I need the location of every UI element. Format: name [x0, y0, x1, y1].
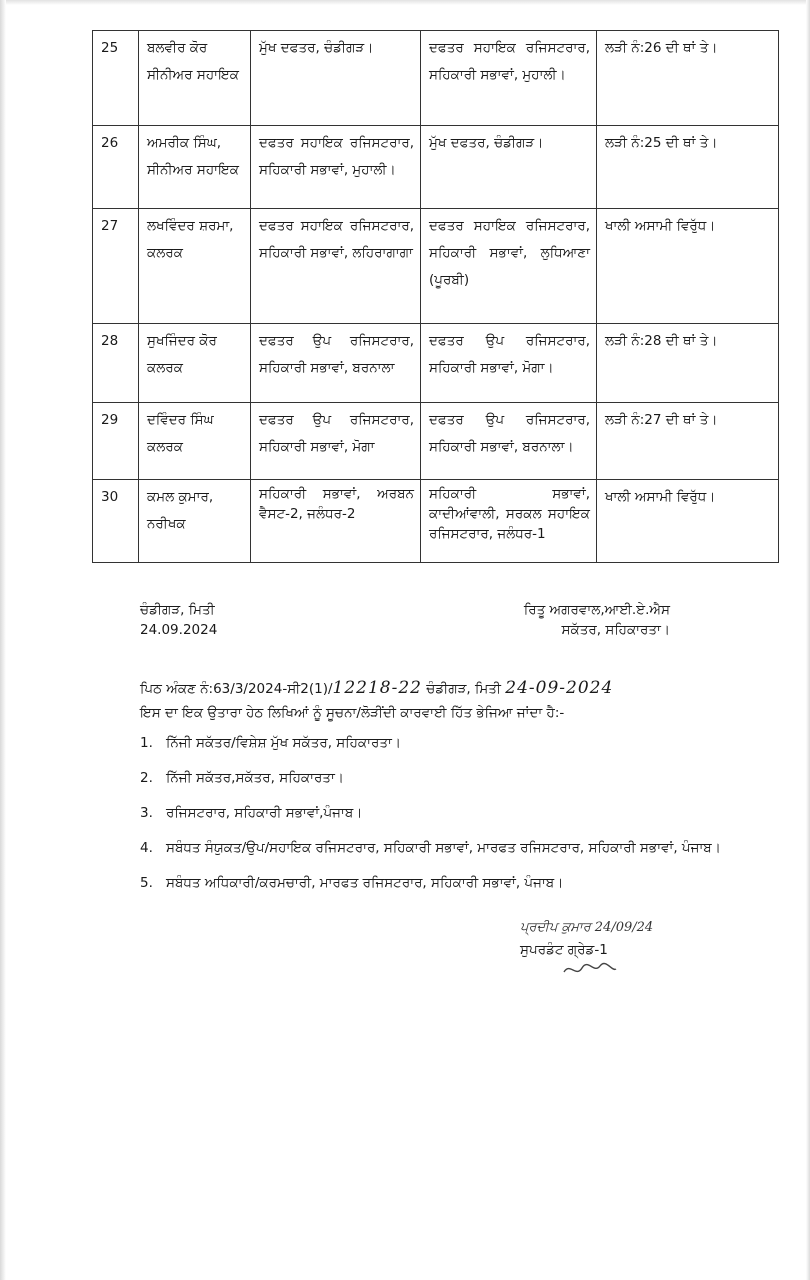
endorsement-instruction: ਇਸ ਦਾ ਇਕ ਉਤਾਰਾ ਹੇਠ ਲਿਖਿਆਂ ਨੂੰ ਸੂਚਨਾ/ਲੋੜੀਂਦੀ ਕਾਰਵਾਈ ਹਿੱਤ ਭੇਜਿਆ ਜਾਂਦਾ ਹੈ:-	[140, 705, 565, 721]
from-office: ਦਫਤਰ ਸਹਾਇਕ ਰਜਿਸਟਰਾਰ, ਸਹਿਕਾਰੀ ਸਭਾਵਾਂ, ਲਹਿਰਾਗਾਗਾ	[251, 209, 421, 324]
to-office: ਦਫਤਰ ਸਹਾਇਕ ਰਜਿਸਟਰਾਰ, ਸਹਿਕਾਰੀ ਸਭਾਵਾਂ, ਮੁਹਾਲੀ।	[421, 31, 597, 126]
page-edge	[0, 0, 6, 1280]
remarks: ਲੜੀ ਨੰ:27 ਦੀ ਥਾਂ ਤੇ।	[597, 403, 779, 480]
signature-block	[520, 920, 680, 980]
from-office: ਦਫਤਰ ਉਪ ਰਜਿਸਟਰਾਰ, ਸਹਿਕਾਰੀ ਸਭਾਵਾਂ, ਮੋਗਾ	[251, 403, 421, 480]
transfer-table	[92, 30, 779, 563]
endorsement-block	[140, 676, 780, 725]
list-item	[140, 870, 780, 896]
place-date-block	[140, 600, 217, 640]
serial-number: 30	[93, 480, 139, 563]
table-row	[93, 209, 779, 324]
list-item	[140, 800, 780, 826]
list-item	[140, 765, 780, 791]
endorsement-line	[140, 676, 780, 701]
serial-number: 28	[93, 324, 139, 403]
place-line: ਚੰਡੀਗੜ, ਮਿਤੀ	[140, 602, 215, 618]
remarks: ਲੜੀ ਨੰ:28 ਦੀ ਥਾਂ ਤੇ।	[597, 324, 779, 403]
item-number: 2.	[140, 770, 153, 786]
endorsement-prefix: ਪਿਠ ਅੰਕਣ ਨੰ:63/3/2024-ਸੀ2(1)/	[140, 681, 333, 697]
table-row	[93, 480, 779, 563]
list-item	[140, 835, 780, 861]
handwritten-date: 24-09-2024	[505, 678, 614, 698]
to-office: ਦਫਤਰ ਉਪ ਰਜਿਸਟਰਾਰ, ਸਹਿਕਾਰੀ ਸਭਾਵਾਂ, ਬਰਨਾਲਾ।	[421, 403, 597, 480]
endorsement-place: ਚੰਡੀਗੜ, ਮਿਤੀ	[426, 681, 501, 697]
from-office: ਮੁੱਖ ਦਫਤਰ, ਚੰਡੀਗੜ।	[251, 31, 421, 126]
employee-name: ਕਮਲ ਕੁਮਾਰ, ਨਰੀਖਕ	[139, 480, 251, 563]
issue-date: 24.09.2024	[140, 622, 218, 638]
employee-name: ਦਵਿੰਦਰ ਸਿੰਘ ਕਲਰਕ	[139, 403, 251, 480]
item-number: 5.	[140, 875, 153, 891]
remarks: ਲੜੀ ਨੰ:25 ਦੀ ਥਾਂ ਤੇ।	[597, 126, 779, 209]
item-number: 1.	[140, 735, 153, 751]
table-row	[93, 126, 779, 209]
from-office: ਸਹਿਕਾਰੀ ਸਭਾਵਾਂ, ਅਰਬਨ ਵੈਸਟ-2, ਜਲੰਧਰ-2	[251, 480, 421, 563]
table-row	[93, 403, 779, 480]
to-office: ਦਫਤਰ ਉਪ ਰਜਿਸਟਰਾਰ, ਸਹਿਕਾਰੀ ਸਭਾਵਾਂ, ਮੋਗਾ।	[421, 324, 597, 403]
remarks: ਖਾਲੀ ਅਸਾਮੀ ਵਿਰੁੱਧ।	[597, 480, 779, 563]
to-office: ਸਹਿਕਾਰੀ ਸਭਾਵਾਂ, ਕਾਦੀਆਂਵਾਲੀ, ਸਰਕਲ ਸਹਾਇਕ ਰਜਿਸਟਰਾਰ, ਜਲੰਧਰ-1	[421, 480, 597, 563]
handwritten-signature: ਪ੍ਰਦੀਪ ਕੁਮਾਰ 24/09/24	[520, 920, 654, 935]
copy-list	[140, 730, 780, 905]
to-office: ਦਫਤਰ ਸਹਾਇਕ ਰਜਿਸਟਰਾਰ, ਸਹਿਕਾਰੀ ਸਭਾਵਾਂ, ਲੁਧਿਆਣਾ (ਪੂਰਬੀ)	[421, 209, 597, 324]
item-text: ਨਿੱਜੀ ਸਕੱਤਰ/ਵਿਸ਼ੇਸ਼ ਮੁੱਖ ਸਕੱਤਰ, ਸਹਿਕਾਰਤਾ।	[166, 735, 401, 751]
page-edge	[0, 0, 810, 5]
employee-name: ਅਮਰੀਕ ਸਿੰਘ, ਸੀਨੀਅਰ ਸਹਾਇਕ	[139, 126, 251, 209]
from-office: ਦਫਤਰ ਸਹਾਇਕ ਰਜਿਸਟਰਾਰ, ਸਹਿਕਾਰੀ ਸਭਾਵਾਂ, ਮੁਹਾਲੀ।	[251, 126, 421, 209]
serial-number: 27	[93, 209, 139, 324]
item-number: 4.	[140, 840, 153, 856]
handwritten-number: 12218-22	[332, 678, 422, 698]
serial-number: 26	[93, 126, 139, 209]
signature-scribble	[560, 960, 620, 980]
designation: ਸੁਪਰਡੰਟ ਗ੍ਰੇਡ-1	[520, 942, 608, 958]
signatory-title: ਸਕੱਤਰ, ਸਹਿਕਾਰਤਾ।	[561, 622, 670, 638]
item-text: ਨਿੱਜੀ ਸਕੱਤਰ,ਸਕੱਤਰ, ਸਹਿਕਾਰਤਾ।	[166, 770, 344, 786]
item-number: 3.	[140, 805, 153, 821]
remarks: ਲੜੀ ਨੰ:26 ਦੀ ਥਾਂ ਤੇ।	[597, 31, 779, 126]
employee-name: ਬਲਵੀਰ ਕੋਰ ਸੀਨੀਅਰ ਸਹਾਇਕ	[139, 31, 251, 126]
remarks: ਖਾਲੀ ਅਸਾਮੀ ਵਿਰੁੱਧ।	[597, 209, 779, 324]
from-office: ਦਫਤਰ ਉਪ ਰਜਿਸਟਰਾਰ, ਸਹਿਕਾਰੀ ਸਭਾਵਾਂ, ਬਰਨਾਲਾ	[251, 324, 421, 403]
signatory-block	[520, 600, 670, 640]
table-row	[93, 31, 779, 126]
employee-name: ਲਖਵਿੰਦਰ ਸ਼ਰਮਾ, ਕਲਰਕ	[139, 209, 251, 324]
signatory-name: ਰਿਤੂ ਅਗਰਵਾਲ,ਆਈ.ਏ.ਐਸ	[523, 602, 670, 618]
table-row	[93, 324, 779, 403]
to-office: ਮੁੱਖ ਦਫਤਰ, ਚੰਡੀਗੜ।	[421, 126, 597, 209]
page-edge	[806, 0, 810, 1280]
item-text: ਰਜਿਸਟਰਾਰ, ਸਹਿਕਾਰੀ ਸਭਾਵਾਂ,ਪੰਜਾਬ।	[166, 805, 363, 821]
serial-number: 29	[93, 403, 139, 480]
serial-number: 25	[93, 31, 139, 126]
item-text: ਸਬੰਧਤ ਸੰਯੁਕਤ/ਉਪ/ਸਹਾਇਕ ਰਜਿਸਟਰਾਰ, ਸਹਿਕਾਰੀ ਸਭਾਵਾਂ, ਮਾਰਫਤ ਰਜਿਸਟਰਾਰ, ਸਹਿਕਾਰੀ ਸਭਾਵਾਂ, ਪੰਜਾਬ।	[166, 840, 721, 856]
employee-name: ਸੁਖਜਿੰਦਰ ਕੋਰ ਕਲਰਕ	[139, 324, 251, 403]
item-text: ਸਬੰਧਤ ਅਧਿਕਾਰੀ/ਕਰਮਚਾਰੀ, ਮਾਰਫਤ ਰਜਿਸਟਰਾਰ, ਸਹਿਕਾਰੀ ਸਭਾਵਾਂ, ਪੰਜਾਬ।	[166, 875, 564, 891]
list-item	[140, 730, 780, 756]
